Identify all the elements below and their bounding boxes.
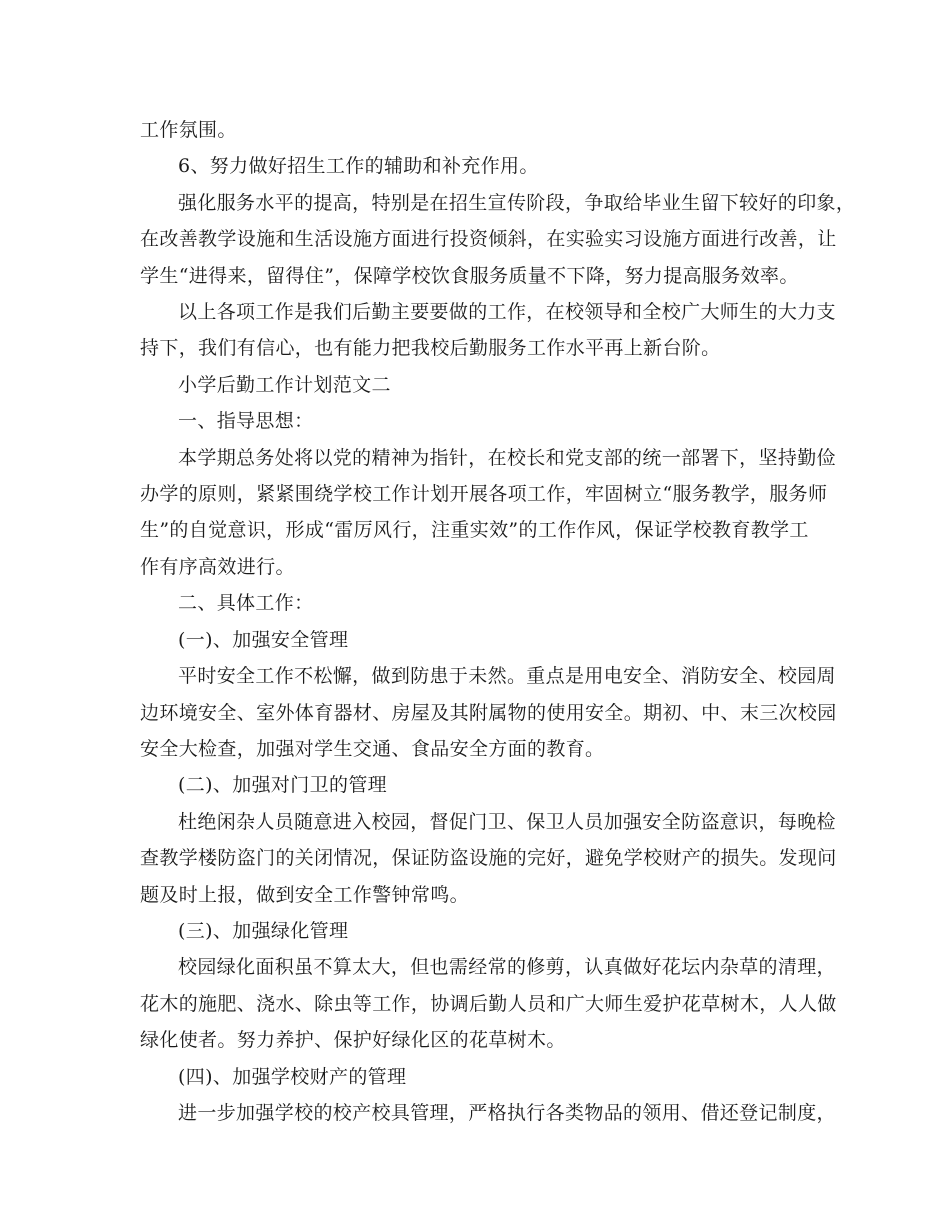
- document-body: [140, 112, 856, 1131]
- text-line: 工作氛围。: [140, 119, 237, 141]
- paragraph-line: 进一步加强学校的校产校具管理，严格执行各类物品的领用、借还登记制度，: [178, 1101, 836, 1124]
- paragraph-line: 持下，我们有信心，也有能力把我校后勤服务工作水平再上新台阶。: [140, 337, 721, 360]
- subheading-line: (一)、加强安全管理: [178, 628, 349, 651]
- section-title: 小学后勤工作计划范文二: [178, 373, 391, 396]
- heading-line: 二、具体工作：: [178, 592, 314, 615]
- heading-line: 6、努力做好招生工作的辅助和补充作用。: [178, 155, 539, 178]
- paragraph-line: 查教学楼防盗门的关闭情况，保证防盗设施的完好，避免学校财产的损失。发现问: [140, 847, 837, 870]
- paragraph-line: 在改善教学设施和生活设施方面进行投资倾斜，在实验实习设施方面进行改善，让: [140, 228, 837, 251]
- paragraph-line: 题及时上报，做到安全工作警钟常鸣。: [140, 883, 469, 906]
- paragraph-line: 校园绿化面积虽不算太大，但也需经常的修剪，认真做好花坛内杂草的清理，: [178, 956, 836, 979]
- paragraph-line: 以上各项工作是我们后勤主要要做的工作，在校领导和全校广大师生的大力支: [178, 301, 836, 324]
- subheading-line: (四)、加强学校财产的管理: [178, 1065, 407, 1088]
- subheading-line: (二)、加强对门卫的管理: [178, 774, 388, 797]
- paragraph-line: 生”的自觉意识，形成“雷厉风行，注重实效”的工作作风，保证学校教育教学工: [140, 519, 809, 542]
- paragraph-line: 本学期总务处将以党的精神为指针，在校长和党支部的统一部署下，坚持勤俭: [178, 446, 836, 469]
- subheading-line: (三)、加强绿化管理: [178, 919, 349, 942]
- paragraph-line: 安全大检查，加强对学生交通、食品安全方面的教育。: [140, 737, 605, 760]
- paragraph-line: 绿化使者。努力养护、保护好绿化区的花草树木。: [140, 1029, 566, 1052]
- paragraph-line: 边环境安全、室外体育器材、房屋及其附属物的使用安全。期初、中、末三次校园: [140, 701, 837, 724]
- paragraph-line: 学生“进得来，留得住”，保障学校饮食服务质量不下降，努力提高服务效率。: [140, 264, 799, 287]
- paragraph-line: 办学的原则，紧紧围绕学校工作计划开展各项工作，牢固树立“服务教学，服务师: [140, 483, 828, 506]
- heading-line: 一、指导思想：: [178, 410, 314, 433]
- paragraph-line: 平时安全工作不松懈，做到防患于未然。重点是用电安全、消防安全、校园周: [178, 665, 836, 688]
- paragraph-line: 杜绝闲杂人员随意进入校园，督促门卫、保卫人员加强安全防盗意识，每晚检: [178, 810, 836, 833]
- paragraph-line: 花木的施肥、浇水、除虫等工作，协调后勤人员和广大师生爱护花草树木，人人做: [140, 992, 837, 1015]
- paragraph-line: 强化服务水平的提高，特别是在招生宣传阶段，争取给毕业生留下较好的印象，: [178, 191, 856, 214]
- paragraph-line: 作有序高效进行。: [140, 555, 295, 578]
